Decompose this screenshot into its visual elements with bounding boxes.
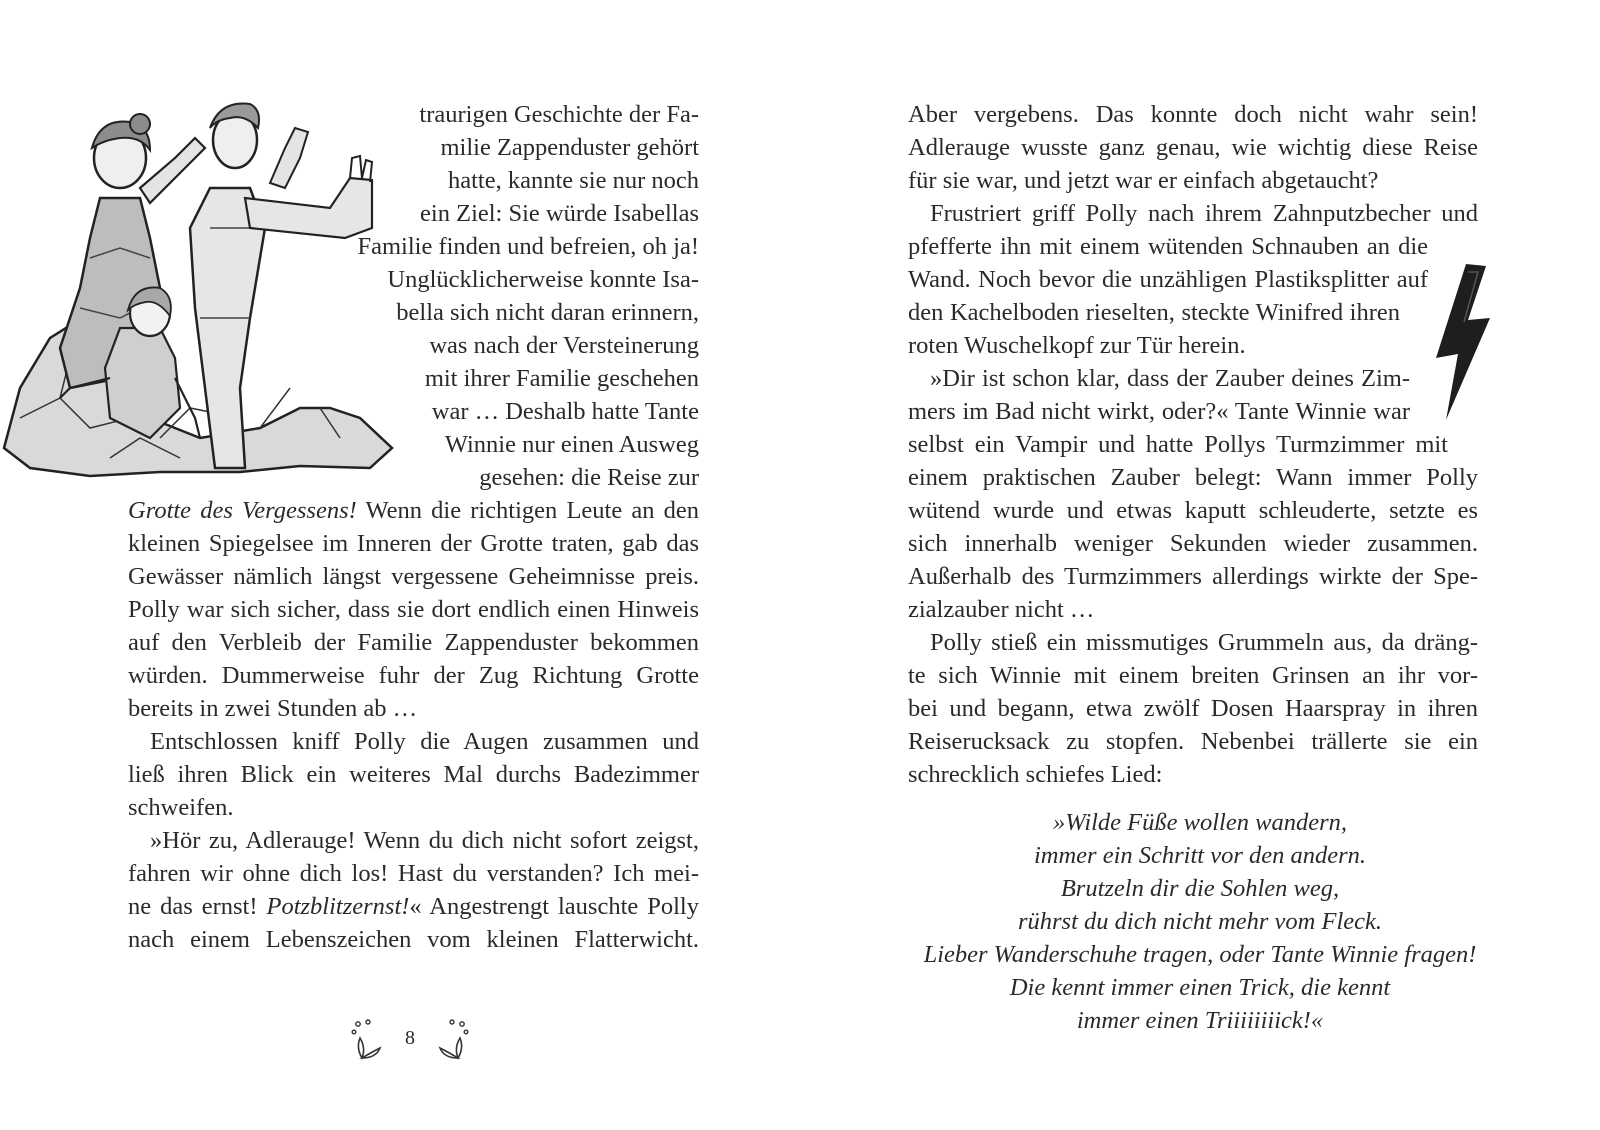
song-line: Die kennt immer einen Trick, die kennt [1009, 974, 1391, 1001]
sprout-ornament-icon [350, 1018, 390, 1062]
text-line: ließ ihren Blick ein weiteres Mal durchs Badezimmer [128, 761, 699, 788]
text-line: mers im Bad nicht wirkt, oder?« Tante Winnie war [908, 398, 1410, 425]
text-line: selbst ein Vampir und hatte Pollys Turmzimmer mit [908, 431, 1448, 458]
text-line: wütend wurde und etwas kaputt schleuderte, setzte es [908, 497, 1478, 524]
text-line: fahren wir ohne dich los! Hast du verstanden? Ich mei- [128, 860, 699, 887]
text-line: Winnie nur einen Ausweg [444, 431, 699, 458]
text-line: zialzauber nicht … [908, 596, 1095, 623]
text-line: Polly stieß ein missmutiges Grummeln aus, da dräng- [930, 629, 1478, 656]
text-line: einem praktischen Zauber belegt: Wann immer Polly [908, 464, 1478, 491]
text-line: sich innerhalb weniger Sekunden wieder zusammen. [908, 530, 1478, 557]
sprout-ornament-icon [430, 1018, 470, 1062]
text-line: »Hör zu, Adlerauge! Wenn du dich nicht sofort zeigst, [150, 827, 699, 854]
text-line: Außerhalb des Turmzimmers allerdings wirkte der Spe- [908, 563, 1478, 590]
text-line: was nach der Versteinerung [429, 332, 699, 359]
text-line: schrecklich schiefes Lied: [908, 761, 1163, 788]
song-line: Lieber Wanderschuhe tragen, oder Tante Winnie fragen! [923, 941, 1477, 968]
text-line: Entschlossen kniff Polly die Augen zusammen und [150, 728, 699, 755]
text-line: Frustriert griff Polly nach ihrem Zahnputzbecher und [930, 200, 1478, 227]
text-line: »Dir ist schon klar, dass der Zauber deines Zim- [930, 365, 1410, 392]
text-line: pfefferte ihn mit einem wütenden Schnauben an die [908, 233, 1428, 260]
grotto-title-italic: Grotte des Vergessens! [128, 497, 357, 524]
page-number: 8 [405, 1027, 415, 1049]
text-line: bella sich nicht daran erinnern, [396, 299, 699, 326]
text-line: gesehen: die Reise zur [479, 464, 699, 491]
text-line: würden. Dummerweise fuhr der Zug Richtung Grotte [128, 662, 699, 689]
text-line: Gewässer nämlich längst vergessene Geheimnisse preis. [128, 563, 699, 590]
text-line: ein Ziel: Sie würde Isabellas [420, 200, 699, 227]
text-line: milie Zappenduster gehört [440, 134, 699, 161]
text-line: Wand. Noch bevor die unzähligen Plastiksplitter auf [908, 266, 1428, 293]
text-line: für sie war, und jetzt war er einfach abgetaucht? [908, 167, 1379, 194]
song-line: immer ein Schritt vor den andern. [1033, 842, 1367, 869]
song-line: immer einen Triiiiiiiick!« [1076, 1007, 1324, 1034]
text-line: auf den Verbleib der Familie Zappenduster bekommen [128, 629, 699, 656]
text-line: nach einem Lebenszeichen vom kleinen Flatterwicht. [128, 926, 699, 953]
text-line: schweifen. [128, 794, 234, 821]
right-page [800, 0, 1600, 1130]
song-line: »Wilde Füße wollen wandern, [1053, 809, 1347, 836]
lightning-bolt-icon [1428, 262, 1498, 422]
text-line: hatte, kannte sie nur noch [447, 167, 699, 194]
text-line: Grotte des Vergessens! Wenn die richtigen Leute an den [128, 497, 699, 524]
text-line: Adlerauge wusste ganz genau, wie wichtig diese Reise [908, 134, 1478, 161]
text-line: Reiserucksack zu stopfen. Nebenbei trällerte sie ein [908, 728, 1478, 755]
text-line: Polly war sich sicher, dass sie dort endlich einen Hinweis [128, 596, 699, 623]
text-line: roten Wuschelkopf zur Tür herein. [908, 332, 1246, 359]
text-line: te sich Winnie mit einem breiten Grinsen an ihr vor- [908, 662, 1478, 689]
page-number-folio [350, 1018, 470, 1062]
text-line: ne das ernst! Potzblitzernst!« Angestrengt lauschte Polly [128, 893, 699, 920]
text-line: mit ihrer Familie geschehen [424, 365, 699, 392]
text-line: kleinen Spiegelsee im Inneren der Grotte traten, gab das [128, 530, 699, 557]
text-line: bei und begann, etwa zwölf Dosen Haarspray in ihren [908, 695, 1478, 722]
text-line: den Kachelboden rieselten, steckte Winifred ihren [908, 299, 1400, 326]
text-line: traurigen Geschichte der Fa- [419, 101, 699, 128]
text-line: Familie finden und befreien, oh ja! [357, 233, 699, 260]
song-line: Brutzeln dir die Sohlen weg, [1060, 875, 1340, 902]
text-line: bereits in zwei Stunden ab … [128, 695, 418, 722]
text-line: war … Deshalb hatte Tante [431, 398, 699, 425]
text-line: Aber vergebens. Das konnte doch nicht wahr sein! [908, 101, 1478, 128]
song-line: rührst du dich nicht mehr vom Fleck. [1017, 908, 1383, 935]
text-line: Unglücklicherweise konnte Isa- [387, 266, 699, 293]
